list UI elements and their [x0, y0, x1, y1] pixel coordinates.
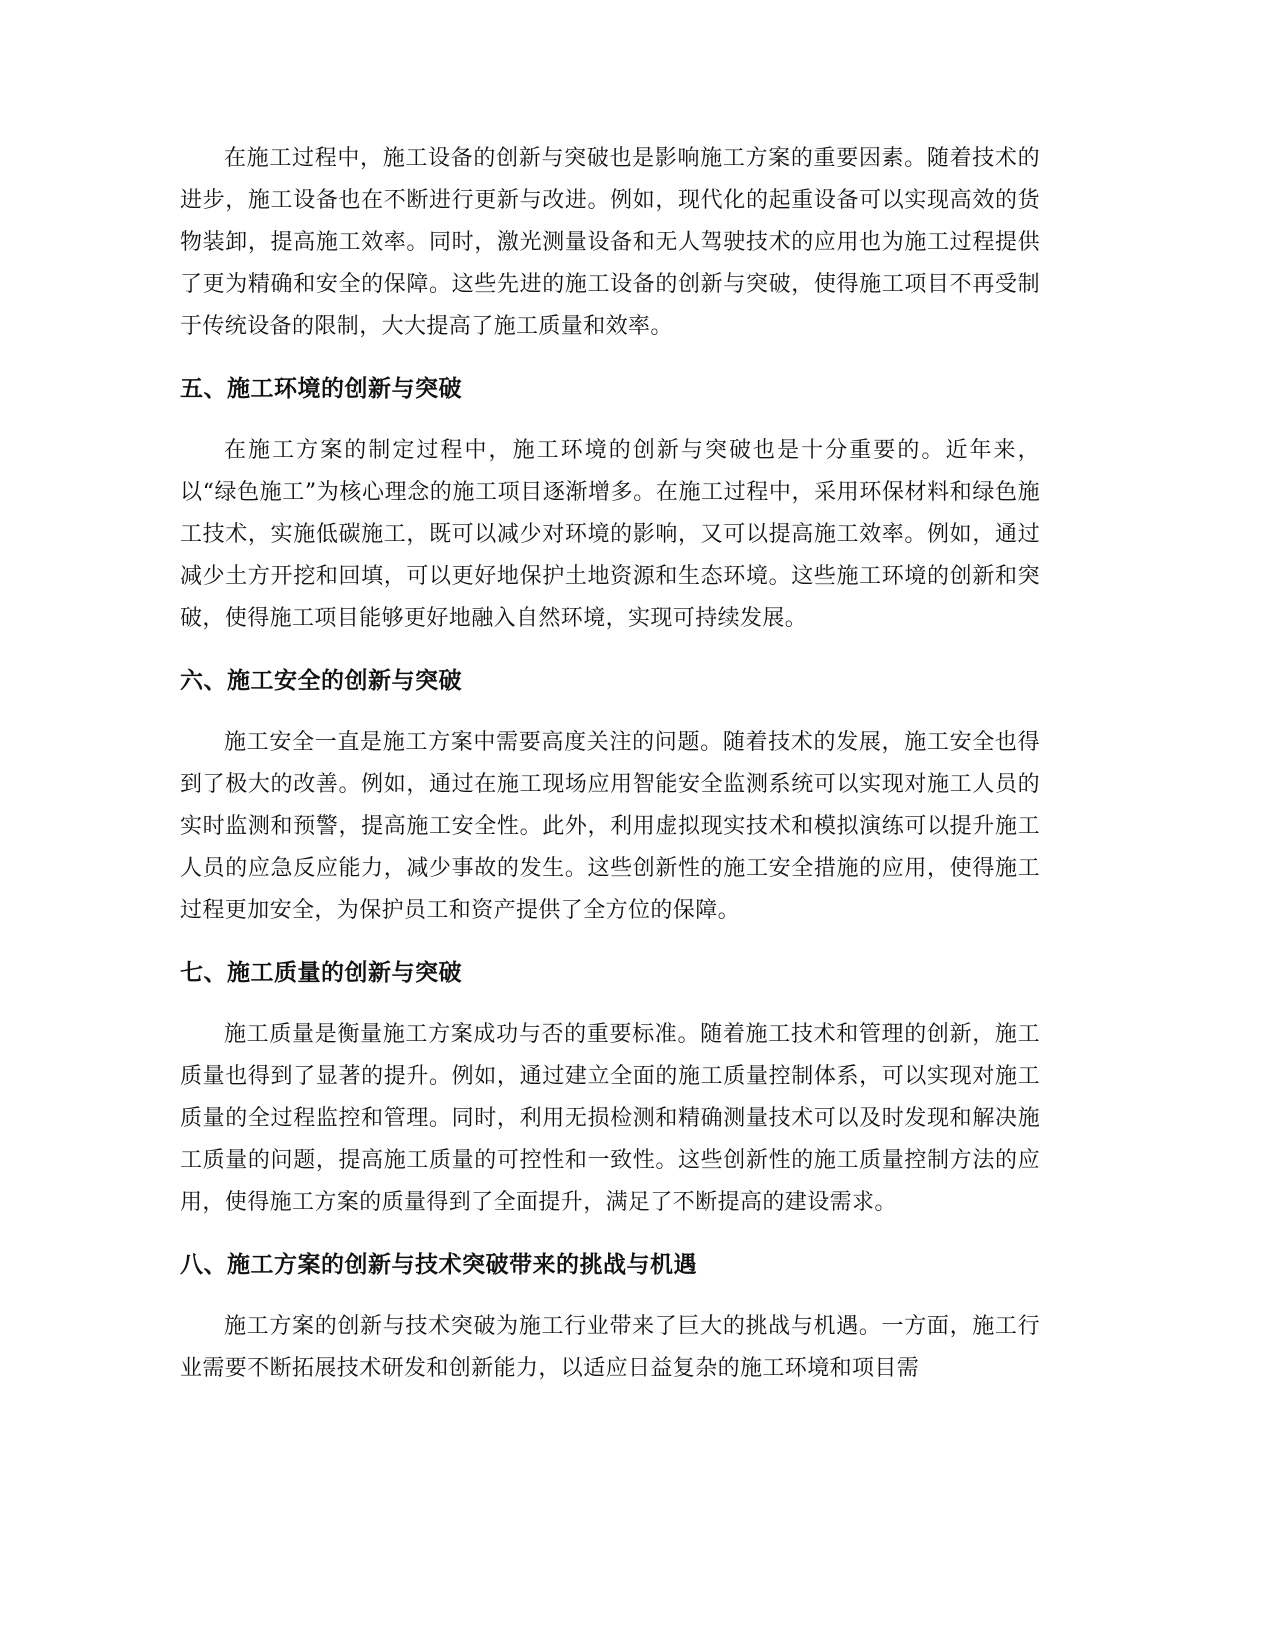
paragraph-quality: 施工质量是衡量施工方案成功与否的重要标准。随着施工技术和管理的创新，施工质量也得到了显著的提升。例如，通过建立全面的施工质量控制体系，可以实现对施工质量的全过程监控和管理。同时，利用无损检测和精确测量技术可以及时发现和解决施工质量的问题，提高施工质量的可控性和一致性。这些创新性的施工质量控制方法的应用，使得施工方案的质量得到了全面提升，满足了不断提高的建设需求。 — [180, 1022, 1040, 1215]
section-heading-challenges: 八、施工方案的创新与技术突破带来的挑战与机遇 — [180, 1252, 697, 1278]
paragraph-safety: 施工安全一直是施工方案中需要高度关注的问题。随着技术的发展，施工安全也得到了极大的改善。例如，通过在施工现场应用智能安全监测系统可以实现对施工人员的实时监测和预警，提高施工安全性。此外，利用虚拟现实技术和模拟演练可以提升施工人员的应急反应能力，减少事故的发生。这些创新性的施工安全措施的应用，使得施工过程更加安全，为保护员工和资产提供了全方位的保障。 — [180, 730, 1040, 923]
paragraph-challenges: 施工方案的创新与技术突破为施工行业带来了巨大的挑战与机遇。一方面，施工行业需要不断拓展技术研发和创新能力，以适应日益复杂的施工环境和项目需 — [180, 1314, 1040, 1381]
section-heading-quality: 七、施工质量的创新与突破 — [180, 960, 462, 986]
section-heading-safety: 六、施工安全的创新与突破 — [180, 668, 462, 694]
document-page — [180, 138, 1040, 1390]
section-heading-environment: 五、施工环境的创新与突破 — [180, 376, 462, 402]
paragraph-environment: 在施工方案的制定过程中，施工环境的创新与突破也是十分重要的。近年来，以“绿色施工”为核心理念的施工项目逐渐增多。在施工过程中，采用环保材料和绿色施工技术，实施低碳施工，既可以减少对环境的影响，又可以提高施工效率。例如，通过减少土方开挖和回填，可以更好地保护土地资源和生态环境。这些施工环境的创新和突破，使得施工项目能够更好地融入自然环境，实现可持续发展。 — [180, 438, 1040, 631]
paragraph-equipment-innovation: 在施工过程中，施工设备的创新与突破也是影响施工方案的重要因素。随着技术的进步，施工设备也在不断进行更新与改进。例如，现代化的起重设备可以实现高效的货物装卸，提高施工效率。同时，激光测量设备和无人驾驶技术的应用也为施工过程提供了更为精确和安全的保障。这些先进的施工设备的创新与突破，使得施工项目不再受制于传统设备的限制，大大提高了施工质量和效率。 — [180, 146, 1040, 339]
